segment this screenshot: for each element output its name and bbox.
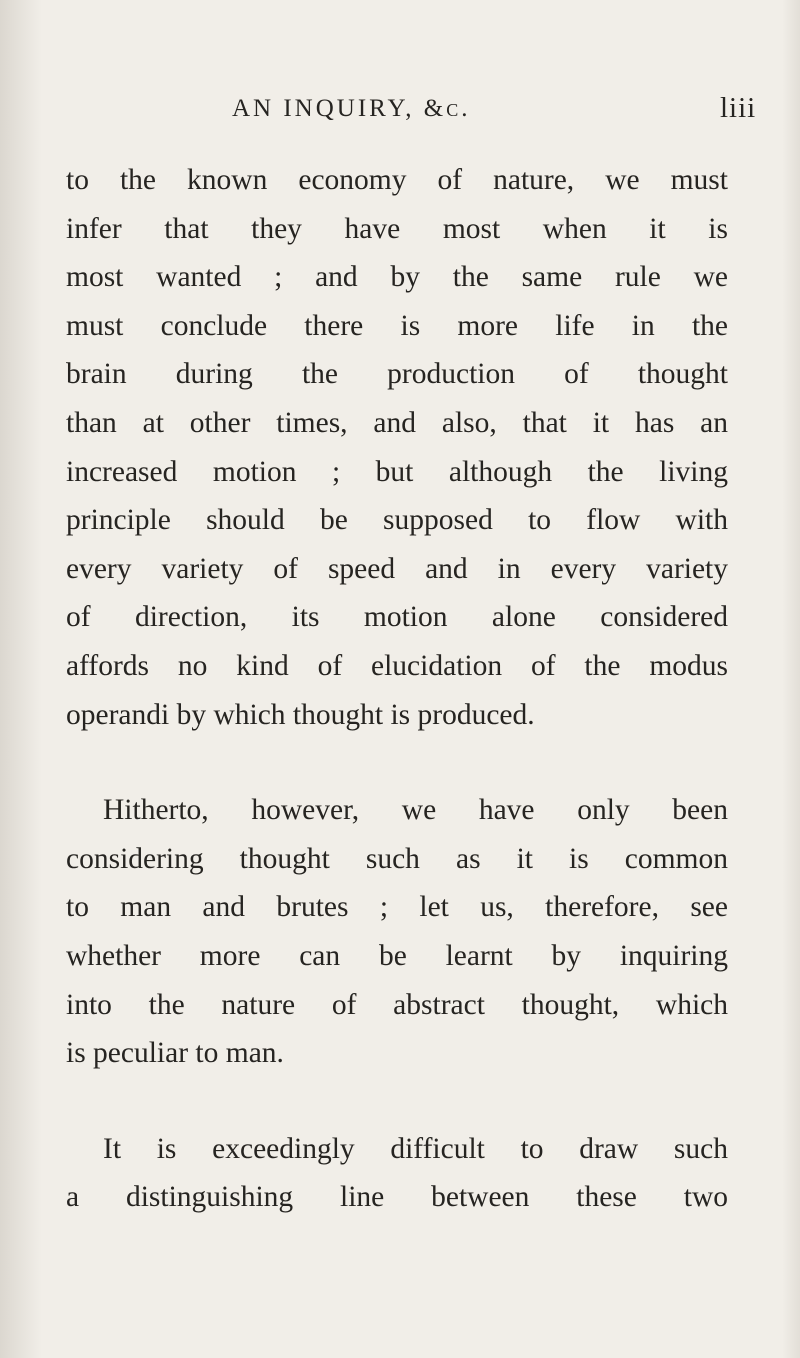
paragraph-3	[66, 1125, 728, 1222]
text-line: must conclude there is more life in the	[66, 309, 728, 342]
text-line: It is exceedingly difficult to draw such	[103, 1132, 728, 1165]
running-head	[232, 95, 471, 123]
text-line: Hitherto, however, we have only been	[103, 794, 728, 827]
text-line: is peculiar to man.	[66, 1037, 284, 1070]
text-line: most wanted ; and by the same rule we	[66, 261, 728, 294]
text-line: into the nature of abstract thought, which	[66, 988, 728, 1021]
running-head-text: AN INQUIRY, &c.	[232, 95, 471, 122]
paragraph-gap	[66, 1078, 728, 1125]
text-line: infer that they have most when it is	[66, 212, 728, 245]
paragraph-gap	[66, 739, 728, 786]
text-line: to the known economy of nature, we must	[66, 164, 728, 196]
paragraph-1	[66, 156, 728, 739]
text-line: principle should be supposed to flow with	[66, 504, 728, 537]
text-line: affords no kind of elucidation of the modus	[66, 649, 728, 682]
text-line: brain during the production of thought	[66, 358, 728, 391]
text-line: increased motion ; but although the living	[66, 455, 728, 488]
text-line: operandi by which thought is produced.	[66, 698, 535, 731]
paragraph-2	[66, 786, 728, 1078]
text-line: every variety of speed and in every variety	[66, 552, 728, 585]
page-edge-shadow	[782, 0, 800, 1358]
text-line: of direction, its motion alone considered	[66, 601, 728, 634]
page-number: liii	[720, 92, 757, 124]
text-line: a distinguishing line between these two	[66, 1181, 728, 1214]
text-line: to man and brutes ; let us, therefore, see	[66, 891, 728, 924]
text-line: whether more can be learnt by inquiring	[66, 939, 728, 972]
body-text	[66, 156, 728, 1222]
text-line: than at other times, and also, that it has an	[66, 406, 728, 439]
text-line: considering thought such as it is common	[66, 842, 728, 875]
binding-shadow	[0, 0, 42, 1358]
